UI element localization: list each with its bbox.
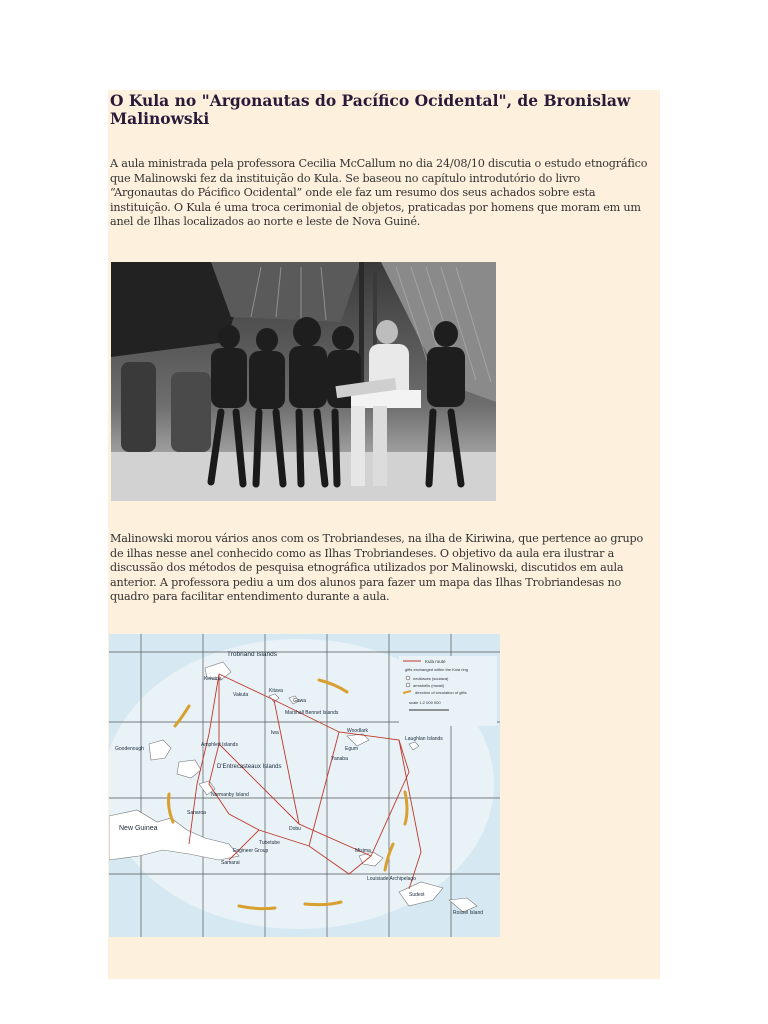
map-graphic bbox=[109, 634, 500, 937]
label-marshall: Marshall Bennet Islands bbox=[285, 710, 339, 716]
label-woodlark: Woodlark bbox=[347, 728, 369, 734]
document-page bbox=[108, 90, 660, 979]
label-yanaba: Yanaba bbox=[331, 756, 348, 762]
label-trobriand: Trobriand Islands bbox=[227, 651, 277, 658]
label-laughlan: Laughlan Islands bbox=[405, 736, 443, 742]
paragraph-trobriand: Malinowski morou vários anos com os Trobriandeses, na ilha de Kiriwina, que pertence ao grupo de ilhas nesse anel conhecido como as Ilhas Trobriandeses. O objetivo da aula era ilustrar a discussão dos métodos de pesquisa etnográfica utilizados por Malinowski, discutidos em aula anterior. A professora pediu a um dos alunos para fazer um mapa das Ilhas Trobriandesas no quadro para facilitar entendimento durante a aula. bbox=[110, 532, 643, 603]
archival-photo bbox=[111, 262, 496, 501]
paragraph-intro: A aula ministrada pela professora Cecilia McCallum no dia 24/08/10 discutia o estudo etnográfico que Malinowski fez da instituição do Kula. Se baseou no capítulo introdutório do livro “Argonautas do Pácifico Ocidental” onde ele faz um resumo dos seus achados sobre esta instituição. O Kula é uma troca cerimonial de objetos, praticadas por homens que moram em um anel de Ilhas localizados ao norte e leste de Nova Guiné. bbox=[110, 157, 648, 228]
label-gawa: Gawa bbox=[293, 698, 307, 704]
legend-direction-text: direction of circulation of gifts bbox=[415, 690, 467, 695]
label-vakuta: Vakuta bbox=[233, 692, 249, 698]
label-engineer: Engineer Group bbox=[233, 848, 269, 854]
label-louisiade: Louisiade Archipelago bbox=[367, 876, 416, 882]
label-egum: Egum bbox=[345, 746, 359, 752]
label-new-guinea: New Guinea bbox=[119, 825, 158, 832]
label-kiriwina: Kiriwina bbox=[204, 676, 222, 682]
label-misima: Misima bbox=[355, 848, 371, 854]
kula-ring-map bbox=[109, 634, 500, 937]
label-goodenough: Goodenough bbox=[115, 746, 144, 752]
legend-gifts-text: gifts exchanged within the Kula ring bbox=[405, 667, 468, 672]
legend-armshell-text: armshells (mwali) bbox=[413, 683, 445, 688]
photo-graphic bbox=[111, 262, 496, 501]
document-title: O Kula no "Argonautas do Pacífico Ocidental", de Bronislaw Malinowski bbox=[110, 91, 631, 128]
label-iwa: Iwa bbox=[271, 730, 279, 736]
label-samarai: Samarai bbox=[221, 860, 240, 866]
label-kitava: Kitava bbox=[269, 688, 283, 694]
label-sudest: Sudest bbox=[409, 892, 425, 898]
legend-route-text: Kula route bbox=[425, 659, 446, 664]
label-amphlett: Amphlett Islands bbox=[201, 742, 238, 748]
legend-necklace-text: necklaces (soulava) bbox=[413, 676, 449, 681]
label-sanaroa: Sanaroa bbox=[187, 810, 206, 816]
map-legend bbox=[399, 656, 497, 726]
label-normanby: Normanby Island bbox=[211, 792, 249, 798]
legend-scale-text: scale 1:2 000 000 bbox=[409, 700, 441, 705]
label-tubetube: Tubetube bbox=[259, 840, 280, 846]
label-dentrecasteaux: D'Entrecasteaux Islands bbox=[217, 764, 282, 770]
label-rossel: Rossel Island bbox=[453, 910, 484, 916]
label-dobu: Dobu bbox=[289, 826, 301, 832]
